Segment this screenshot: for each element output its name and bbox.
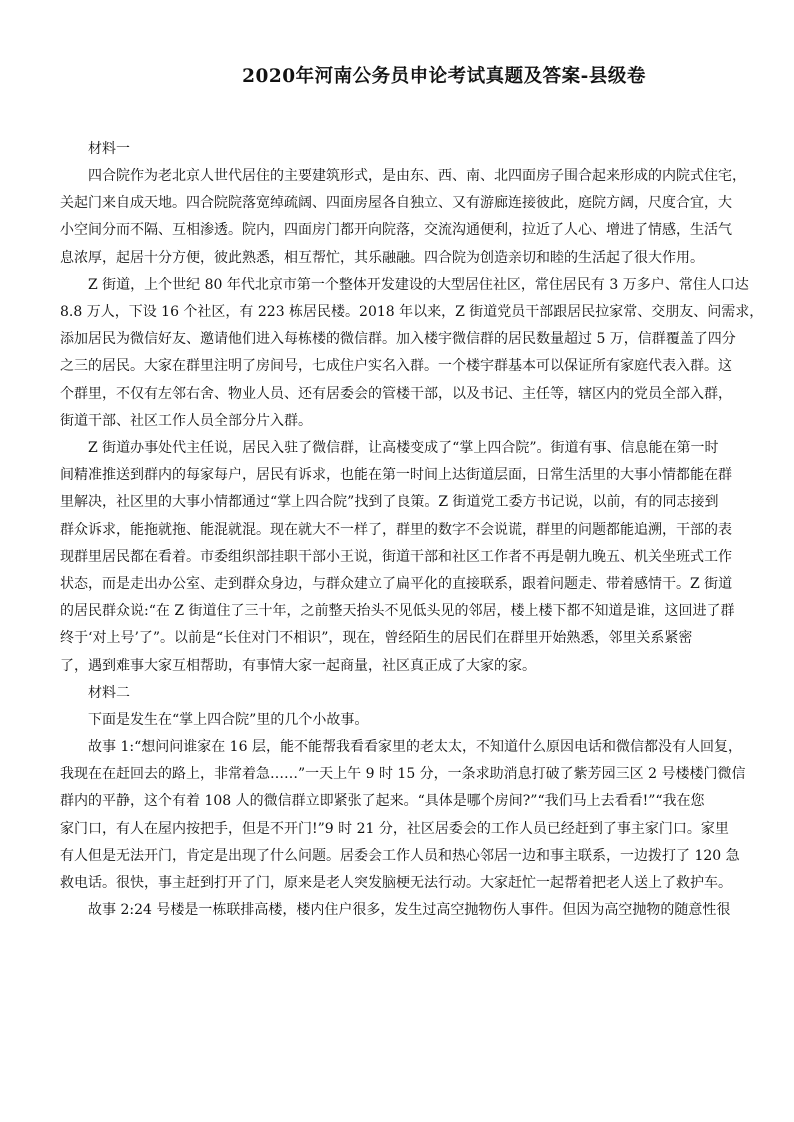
text-line: 四合院作为老北京人世代居住的主要建筑形式，是由东、西、南、北四面房子围合起来形成的内院式住宅， [88, 168, 746, 184]
para-story-1 [60, 734, 768, 897]
text-line: 间精准推送到群内的每家每户，居民有诉求，也能在第一时间上达街道层面，日常生活里的大事小情都能在群 [60, 467, 732, 484]
text-line: 我现在在赶回去的路上，非常着急……”一天上午 9 时 15 分，一条求助消息打破了紫芳园三区 2 号楼楼门微信 [60, 766, 746, 783]
text-line: 下面是发生在“掌上四合院”里的几个小故事。 [88, 711, 369, 728]
text-line: 里解决，社区里的大事小情都通过“掌上四合院”找到了良策。Z 街道党工委方书记说，以前，有的同志接到 [60, 494, 719, 511]
para-z-street [60, 272, 768, 435]
text-line: 故事 1:“想问问谁家在 16 层，能不能帮我看看家里的老太太，不知道什么原因电话和微信都没有人回复， [88, 739, 742, 756]
para-office-director [60, 435, 768, 680]
text-line: 现群里居民都在看着。市委组织部挂职干部小王说，街道干部和社区工作者不再是朝九晚五、机关坐班式工作 [60, 548, 732, 565]
text-line: 息浓厚，起居十分方便，彼此熟悉，相互帮忙，其乐融融。四合院为创造亲切和睦的生活起了很大作用。 [60, 249, 704, 266]
text-line: 添加居民为微信好友、邀请他们进入每栋楼的微信群。加入楼宇微信群的居民数量超过 5 万，信群覆盖了四分 [60, 331, 736, 348]
text-line: 群众诉求，能拖就拖、能混就混。现在就大不一样了，群里的数字不会说谎，群里的问题都能追溯，干部的表 [60, 521, 732, 538]
text-line: 救电话。很快，事主赶到打开了门，原来是老人突发脑梗无法行动。大家赶忙一起帮着把老人送上了救护车。 [60, 875, 732, 892]
material-1-heading: 材料一 [88, 141, 130, 157]
text-line: 之三的居民。大家在群里注明了房间号，七成住户实名入群。一个楼宇群基本可以保证所有家庭代表入群。这 [60, 358, 732, 375]
text-line: 有人但是无法开门，肯定是出现了什么问题。居委会工作人员和热心邻居一边和事主联系，一边拨打了 120 急 [60, 847, 740, 864]
material-2-heading: 材料二 [88, 684, 130, 701]
text-line: 个群里，不仅有左邻右舍、物业人员、还有居委会的管楼干部，以及书记、主任等，辖区内的党员全部入群， [60, 385, 732, 402]
text-line: Z 街道办事处代主任说，居民入驻了微信群，让高楼变成了“掌上四合院”。街道有事、信息能在第一时 [88, 440, 719, 457]
para-story-2 [88, 897, 768, 924]
text-line: 的居民群众说:“在 Z 街道住了三十年，之前整天抬头不见低头见的邻居，楼上楼下都不知道是谁，这回进了群 [60, 603, 735, 620]
text-line: Z 街道，上个世纪 80 年代北京市第一个整体开发建设的大型居住社区，常住居民有 3 万多户、常住人口达 [88, 276, 749, 293]
text-line: 群内的平静，这个有着 108 人的微信群立即紧张了起来。“具体是哪个房间?”“我们马上去看看!”“我在您 [60, 793, 705, 810]
text-line: 了，遇到难事大家互相帮助，有事情大家一起商量，社区真正成了大家的家。 [60, 657, 536, 674]
text-line: 状态，而是走出办公室、走到群众身边，与群众建立了扁平化的直接联系，跟着问题走、带着感情干。Z 街道 [60, 576, 733, 593]
text-line: 故事 2:24 号楼是一栋联排高楼，楼内住户很多，发生过高空抛物伤人事件。但因为高空抛物的随意性很 [88, 902, 731, 919]
para-stories-intro [88, 707, 768, 734]
document-body [60, 136, 768, 924]
document-title: 2020年河南公务员申论考试真题及答案-县级卷 [242, 66, 646, 87]
text-line: 家门口，有人在屋内按把手，但是不开门!”9 时 21 分，社区居委会的工作人员已经赶到了事主家门口。家里 [60, 820, 729, 837]
text-line: 终于‘对上号’了”。以前是“长住对门不相识”，现在，曾经陌生的居民们在群里开始熟悉，邻里关系紧密 [60, 630, 693, 647]
text-line: 关起门来自成天地。四合院院落宽绰疏阔、四面房屋各自独立、又有游廊连接彼此，庭院方阔，尺度合宜，大 [60, 195, 732, 212]
text-line: 8.8 万人，下设 16 个社区，有 223 栋居民楼。2018 年以来，Z 街道党员干部跟居民拉家常、交朋友、问需求， [60, 304, 764, 321]
text-line: 小空间分而不隔、互相渗透。院内，四面房门都开向院落，交流沟通便利，拉近了人心、增进了情感，生活气 [60, 222, 732, 239]
para-siheyuan [60, 163, 768, 272]
text-line: 街道干部、社区工作人员全部分片入群。 [60, 412, 312, 429]
